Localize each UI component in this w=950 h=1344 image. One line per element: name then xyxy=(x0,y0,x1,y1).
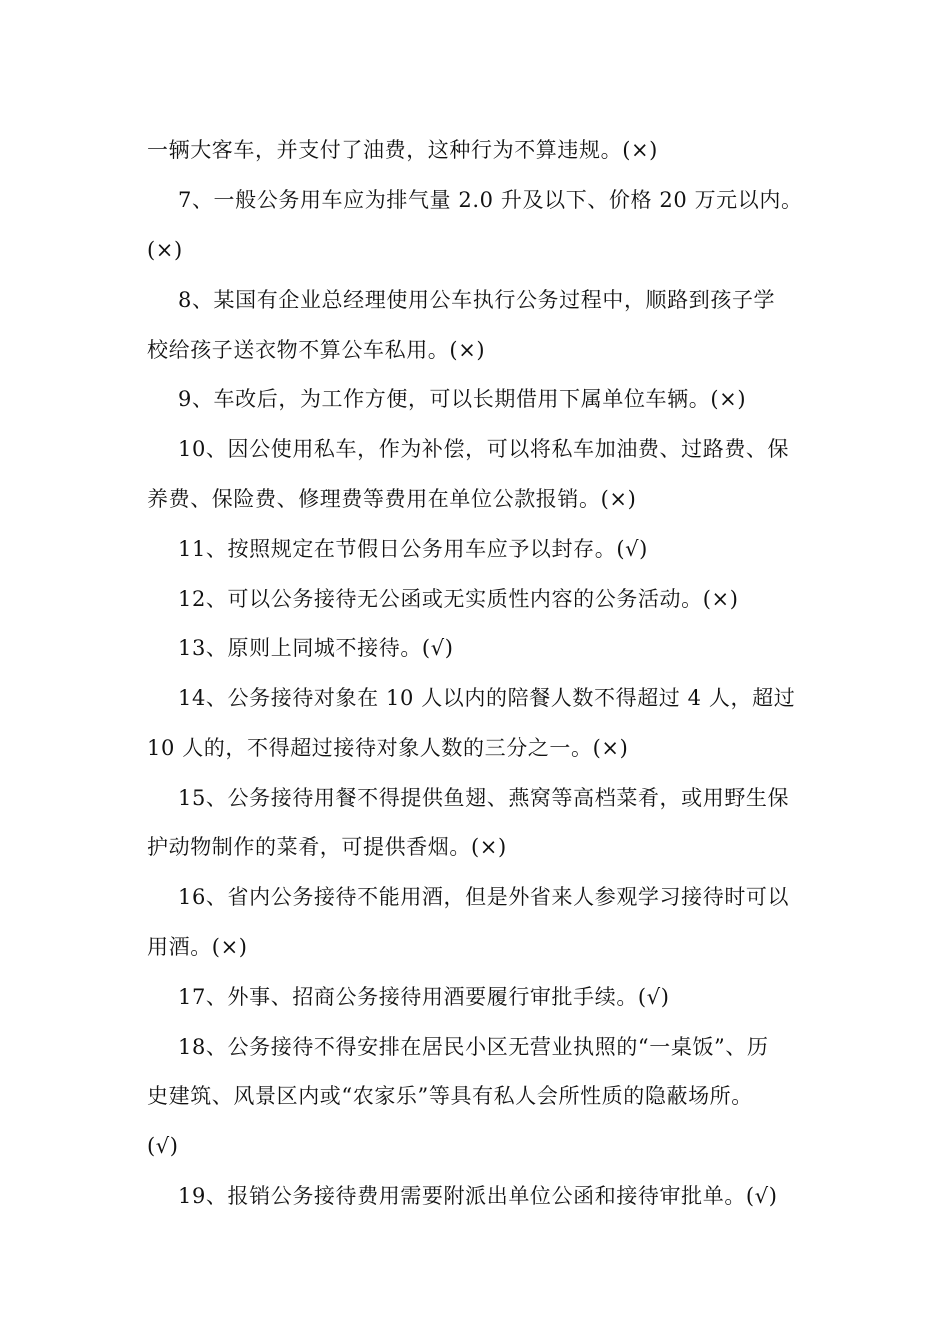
text-line: 17、外事、招商公务接待用酒要履行审批手续。(√) xyxy=(178,985,670,1009)
text-line: 8、某国有企业总经理使用公车执行公务过程中，顺路到孩子学 xyxy=(178,288,776,312)
text-line: 史建筑、风景区内或“农家乐”等具有私人会所性质的隐蔽场所。 xyxy=(147,1084,753,1108)
text-line: 养费、保险费、修理费等费用在单位公款报销。(×) xyxy=(147,487,637,511)
text-line: 11、按照规定在节假日公务用车应予以封存。(√) xyxy=(178,537,648,561)
text-line: 护动物制作的菜肴，可提供香烟。(×) xyxy=(147,835,507,859)
text-line: 14、公务接待对象在 10 人以内的陪餐人数不得超过 4 人，超过 xyxy=(178,686,796,710)
text-line: 用酒。(×) xyxy=(147,935,248,959)
text-line: 一辆大客车，并支付了油费，这种行为不算违规。(×) xyxy=(147,138,658,162)
text-line: 12、可以公务接待无公函或无实质性内容的公务活动。(×) xyxy=(178,587,739,611)
text-line: 16、省内公务接待不能用酒，但是外省来人参观学习接待时可以 xyxy=(178,885,790,909)
text-line: 校给孩子送衣物不算公车私用。(×) xyxy=(147,338,486,362)
text-line: 18、公务接待不得安排在居民小区无营业执照的“一桌饭”、历 xyxy=(178,1035,769,1059)
text-line: 10、因公使用私车，作为补偿，可以将私车加油费、过路费、保 xyxy=(178,437,790,461)
text-line: 19、报销公务接待费用需要附派出单位公函和接待审批单。(√) xyxy=(178,1184,778,1208)
text-line: 7、一般公务用车应为排气量 2.0 升及以下、价格 20 万元以内。 xyxy=(178,188,803,212)
text-line: 10 人的，不得超过接待对象人数的三分之一。(×) xyxy=(147,736,629,760)
text-line: (×) xyxy=(147,238,183,262)
text-line: 15、公务接待用餐不得提供鱼翅、燕窝等高档菜肴，或用野生保 xyxy=(178,786,790,810)
text-line: 13、原则上同城不接待。(√) xyxy=(178,636,454,660)
text-line: 9、车改后，为工作方便，可以长期借用下属单位车辆。(×) xyxy=(178,387,747,411)
text-line: (√) xyxy=(147,1134,179,1158)
